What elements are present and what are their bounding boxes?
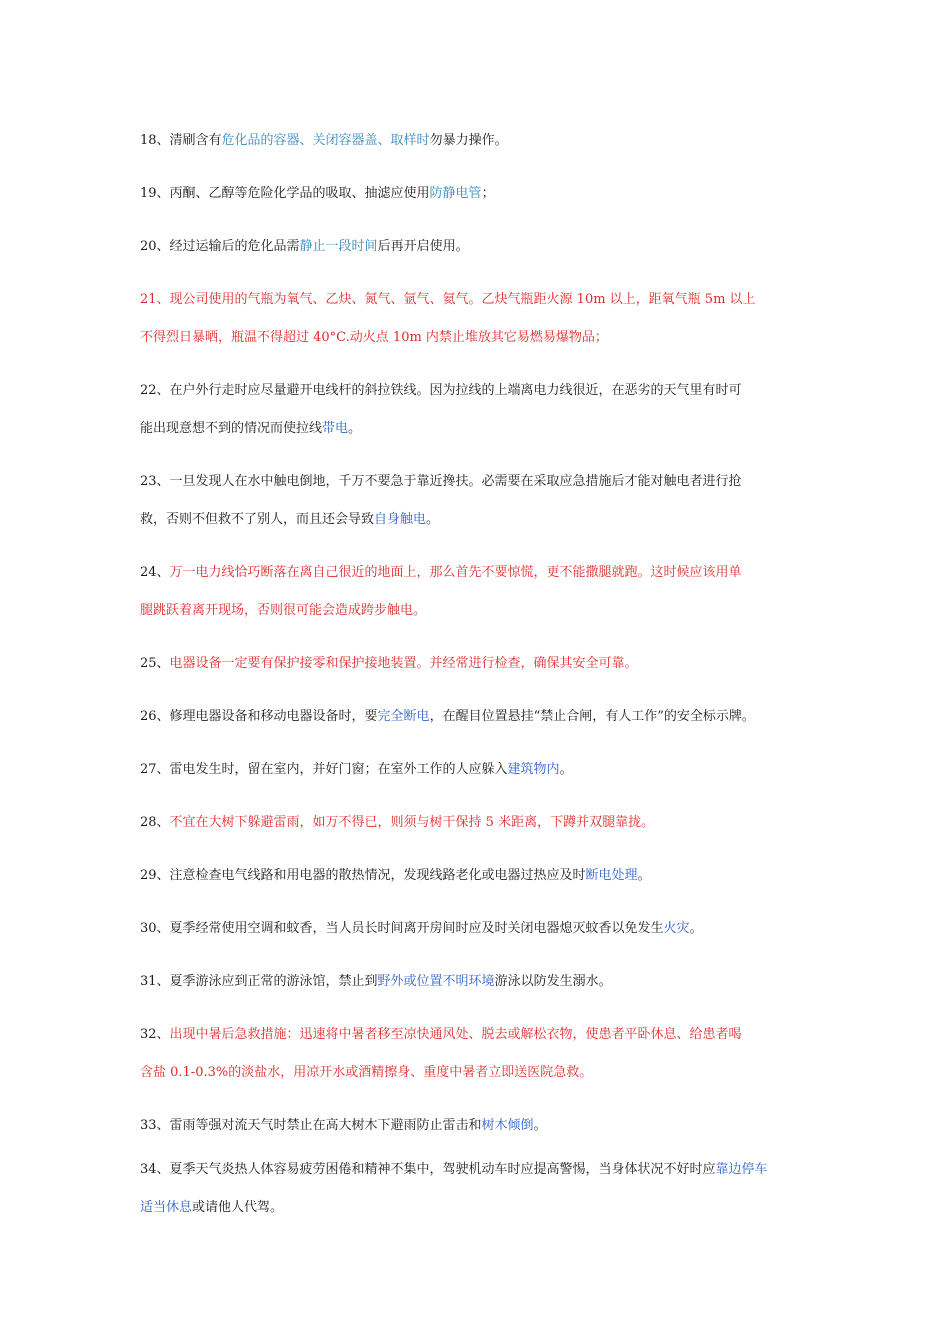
text-segment: 。 — [348, 421, 362, 436]
safety-item-32 — [140, 1016, 820, 1092]
highlighted-text: 野外或位置不明环境 — [377, 974, 495, 989]
text-segment: ，在醒目位置悬挂“禁止合闸，有人工作”的安全标示牌。 — [429, 709, 755, 724]
paragraph-spacer — [140, 842, 820, 857]
highlighted-text: 防静电管 — [429, 186, 482, 201]
safety-item-21 — [140, 281, 820, 357]
text-segment: 或请他人代驾。 — [192, 1200, 284, 1215]
highlighted-text: 带电 — [322, 421, 349, 436]
document-body — [140, 122, 820, 1227]
text-segment: 22、在户外行走时应尽量避开电线杆的斜拉铁线。因为拉线的上端离电力线很近，在恶劣的天气里有时可 — [140, 383, 742, 398]
text-segment: 救，否则不但救不了别人，而且还会导致 — [140, 512, 375, 527]
safety-item-25 — [140, 645, 820, 683]
text-segment: 30、夏季经常使用空调和蚊香，当人员长时间离开房间时应及时关闭电器熄灭蚊香以免发生 — [140, 921, 664, 936]
text-line — [140, 751, 820, 789]
text-segment: 34、夏季天气炎热人体容易疲劳困倦和精神不集中，驾驶机动车时应提高警惕，当身体状况不好时应 — [140, 1162, 716, 1177]
safety-item-29 — [140, 857, 820, 895]
paragraph-spacer — [140, 160, 820, 175]
text-line — [140, 592, 820, 630]
safety-item-31 — [140, 963, 820, 1001]
paragraph-spacer — [140, 1001, 820, 1016]
safety-item-24 — [140, 554, 820, 630]
text-segment: 23、一旦发现人在水中触电倒地，千万不要急于靠近搀扶。必需要在采取应急措施后才能对触电者进行抢 — [140, 474, 742, 489]
text-segment: 33、雷雨等强对流天气时禁止在高大树木下避雨防止雷击和 — [140, 1118, 482, 1133]
text-line — [140, 1107, 820, 1145]
text-line — [140, 1054, 820, 1092]
text-segment: 后再开启使用。 — [377, 239, 469, 254]
safety-item-23 — [140, 463, 820, 539]
paragraph-spacer — [140, 683, 820, 698]
text-segment: 27、雷电发生时，留在室内，并好门窗；在室外工作的人应躲入 — [140, 762, 508, 777]
paragraph-spacer — [140, 448, 820, 463]
safety-item-19 — [140, 175, 820, 213]
highlighted-text: 含盐 0.1-0.3%的淡盐水，用凉开水或酒精擦身、重度中暑者立即送医院急救。 — [140, 1065, 593, 1080]
safety-item-33 — [140, 1107, 820, 1145]
safety-item-27 — [140, 751, 820, 789]
highlighted-text: 断电处理 — [585, 868, 638, 883]
highlighted-text: 建筑物内 — [507, 762, 560, 777]
text-segment: ； — [481, 186, 495, 201]
text-segment: 。 — [689, 921, 703, 936]
text-line — [140, 1189, 820, 1227]
highlighted-text: 出现中暑后急救措施：迅速将中暑者移至凉快通风处、脱去或解松衣物，使患者平卧休息、给患者喝 — [169, 1027, 742, 1042]
text-segment: 勿暴力操作。 — [429, 133, 508, 148]
text-line — [140, 1016, 820, 1054]
text-line — [140, 645, 820, 683]
highlighted-text: 不得烈日暴晒，瓶温不得超过 40°C.动火点 10m 内禁止堆放其它易燃易爆物品； — [140, 330, 608, 345]
highlighted-text: 万一电力线恰巧断落在离自己很近的地面上，那么首先不要惊慌，更不能撒腿就跑。这时候应该用单 — [169, 565, 742, 580]
text-segment: 25、 — [140, 656, 170, 671]
text-segment: 32、 — [140, 1027, 170, 1042]
safety-item-26 — [140, 698, 820, 736]
paragraph-spacer — [140, 266, 820, 281]
highlighted-text: 腿跳跃着离开现场，否则很可能会造成跨步触电。 — [140, 603, 427, 618]
highlighted-text: 不宜在大树下躲避雷雨，如万不得已，则须与树干保持 5 米距离，下蹲并双腿靠拢。 — [169, 815, 655, 830]
highlighted-text: 电器设备一定要有保护接零和保护接地装置。并经常进行检查，确保其安全可靠。 — [169, 656, 638, 671]
paragraph-spacer — [140, 736, 820, 751]
safety-item-22 — [140, 372, 820, 448]
text-line — [140, 910, 820, 948]
paragraph-spacer — [140, 630, 820, 645]
text-segment: 18、清刷含有 — [140, 133, 222, 148]
text-segment: 31、夏季游泳应到正常的游泳馆，禁止到 — [140, 974, 378, 989]
highlighted-text: 21、现公司使用的气瓶为氧气、乙炔、氮气、氩气、氦气。乙炔气瓶距火源 10m 以上，距氧气瓶 5m 以上 — [140, 292, 756, 307]
paragraph-spacer — [140, 1092, 820, 1107]
text-segment: 29、注意检查电气线路和用电器的散热情况，发现线路老化或电器过热应及时 — [140, 868, 586, 883]
text-line — [140, 319, 820, 357]
text-line — [140, 554, 820, 592]
highlighted-text: 靠边停车 — [715, 1162, 768, 1177]
text-line — [140, 228, 820, 266]
text-line — [140, 804, 820, 842]
text-segment: 。 — [637, 868, 651, 883]
text-segment: 。 — [426, 512, 440, 527]
text-line — [140, 463, 820, 501]
text-line — [140, 857, 820, 895]
text-segment: 24、 — [140, 565, 170, 580]
highlighted-text: 适当休息 — [140, 1200, 193, 1215]
paragraph-spacer — [140, 895, 820, 910]
highlighted-text: 自身触电 — [374, 512, 427, 527]
highlighted-text: 完全断电 — [377, 709, 430, 724]
safety-item-34 — [140, 1151, 820, 1227]
highlighted-text: 静止一段时间 — [299, 239, 378, 254]
highlighted-text: 树木倾倒 — [481, 1118, 534, 1133]
paragraph-spacer — [140, 539, 820, 554]
paragraph-spacer — [140, 213, 820, 228]
text-line — [140, 410, 820, 448]
text-line — [140, 501, 820, 539]
text-segment: 游泳以防发生溺水。 — [494, 974, 612, 989]
highlighted-text: 危化品的容器、关闭容器盖、取样时 — [221, 133, 430, 148]
paragraph-spacer — [140, 357, 820, 372]
safety-item-30 — [140, 910, 820, 948]
text-line — [140, 175, 820, 213]
safety-item-20 — [140, 228, 820, 266]
text-line — [140, 698, 820, 736]
text-segment: 能出现意想不到的情况而使拉线 — [140, 421, 323, 436]
text-segment: 28、 — [140, 815, 170, 830]
paragraph-spacer — [140, 948, 820, 963]
text-segment: 26、修理电器设备和移动电器设备时，要 — [140, 709, 378, 724]
text-line — [140, 1151, 820, 1189]
text-line — [140, 372, 820, 410]
safety-item-28 — [140, 804, 820, 842]
safety-item-18 — [140, 122, 820, 160]
text-line — [140, 963, 820, 1001]
text-line — [140, 281, 820, 319]
text-segment: 19、丙酮、乙醇等危险化学品的吸取、抽滤应使用 — [140, 186, 430, 201]
text-segment: 20、经过运输后的危化品需 — [140, 239, 300, 254]
highlighted-text: 火灾 — [663, 921, 690, 936]
text-line — [140, 122, 820, 160]
text-segment: 。 — [533, 1118, 547, 1133]
text-segment: 。 — [559, 762, 573, 777]
paragraph-spacer — [140, 789, 820, 804]
